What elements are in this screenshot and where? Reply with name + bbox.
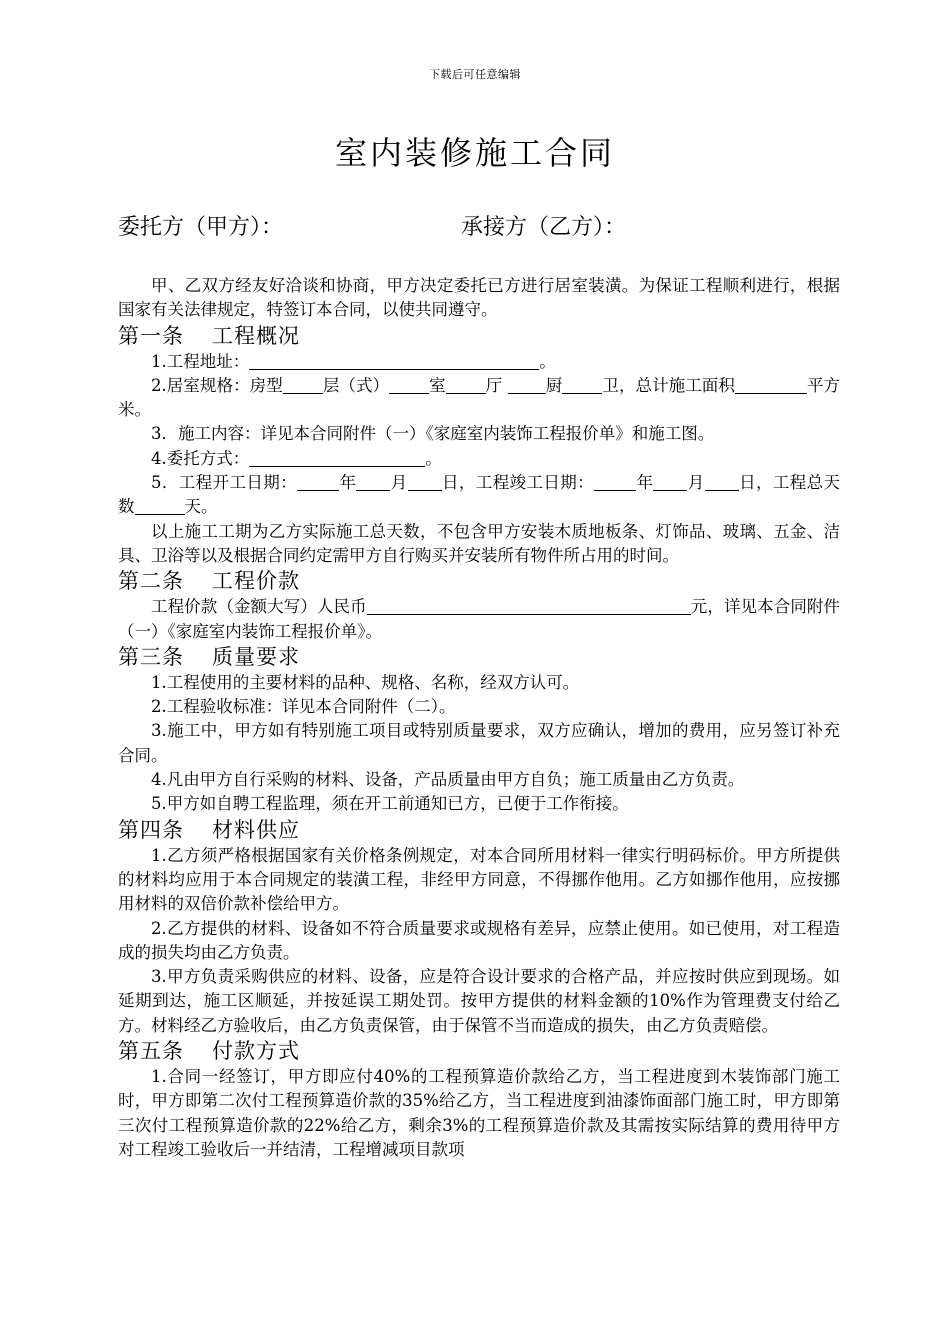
article-5-heading: [118, 1038, 840, 1065]
article-3-heading: [118, 644, 840, 671]
article-4-number: 第四条: [118, 817, 184, 842]
end-month-blank[interactable]: [653, 474, 687, 492]
area-unit: 平方米。: [118, 375, 841, 420]
commission-method-label: 4.委托方式：: [151, 448, 250, 468]
party-b-label: 承接方（乙方）：: [461, 215, 627, 240]
article-5-number: 第五条: [118, 1039, 184, 1064]
article-3-item-1: 1.工程使用的主要材料的品种、规格、名称，经双方认可。: [151, 672, 580, 692]
contract-title: 室内装修施工合同: [334, 134, 615, 172]
days-unit: 天。: [184, 497, 218, 517]
room-blank[interactable]: [389, 376, 429, 394]
total-days-label: 日，工程总天数: [118, 473, 841, 517]
month-label: 月: [390, 473, 408, 493]
address-blank[interactable]: [249, 352, 539, 370]
article-1-note: 以上施工工期为乙方实际施工总天数，不包含甲方安装木质地板条、灯饰品、玻璃、五金、洁具、卫浴等以及根据合同约定需甲方自行购买并安装所有物件所占用的时间。: [118, 521, 840, 565]
parties-line: [118, 210, 838, 244]
article-2-title: 工程价款: [212, 569, 300, 594]
article-2-number: 第二条: [118, 569, 184, 594]
hall-blank[interactable]: [446, 376, 486, 394]
article-3-item-4: 4.凡由甲方自行采购的材料、设备，产品质量由甲方自负；施工质量由乙方负责。: [151, 770, 745, 790]
price-label: 工程价款（金额大写）人民币: [151, 597, 367, 617]
room-type-label: 2.居室规格：房型: [151, 375, 283, 395]
article-2-text: [118, 595, 840, 644]
start-month-blank[interactable]: [356, 474, 390, 492]
contract-body: [118, 274, 840, 1162]
header-note: 下载后可任意编辑: [429, 68, 521, 81]
address-label: 1.工程地址: [151, 351, 233, 371]
room-label: 室: [429, 375, 446, 395]
article-1-item-4: 4.委托方式： 。: [151, 448, 442, 468]
kitchen-label: 厨: [545, 375, 563, 395]
article-3-title: 质量要求: [212, 644, 300, 669]
price-suffix: 元，详见本合同附件（一）《家庭室内装饰工程报价单》。: [118, 597, 841, 641]
article-5-item-1: 1.合同一经签订，甲方即应付40%的工程预算造价款给乙方，当工程进度到木装饰部门施工时，甲方即第二次付工程预算造价款的35%给乙方，当工程进度到油漆饰面部门施工时，甲方即第三次付工程预算造价款的22%给乙方，剩余3%的工程预算造价款及其需按实际结算的费用待甲方对工程竣工验收后一并结清，工程增减项目款项: [118, 1067, 840, 1159]
party-a-label: 委托方（甲方）：: [118, 215, 284, 240]
article-1-item-2: [118, 374, 840, 423]
end-year-blank[interactable]: [594, 474, 636, 492]
month-label: 月: [687, 473, 705, 493]
article-1-heading: [118, 323, 840, 350]
article-1-item-3: 3．施工内容：详见本合同附件（一）《家庭室内装饰工程报价单》和施工图。: [151, 424, 715, 444]
article-3-item-2: 2.工程验收标准：详见本合同附件（二）。: [151, 697, 456, 717]
article-3-number: 第三条: [118, 644, 184, 669]
article-1-number: 第一条: [118, 323, 184, 348]
article-4-heading: [118, 817, 840, 844]
year-label: 年: [636, 473, 654, 493]
article-3-item-3: 3.施工中，甲方如有特别施工项目或特别质量要求，双方应确认，增加的费用，应另签订补充合同。: [118, 721, 840, 765]
end-date-label: 日，工程竣工日期：: [441, 473, 595, 493]
start-day-blank[interactable]: [408, 474, 442, 492]
floor-blank[interactable]: [283, 376, 323, 394]
article-4-title: 材料供应: [212, 817, 300, 842]
article-5-title: 付款方式: [212, 1039, 300, 1064]
bath-label: 卫，总计施工面积: [602, 375, 735, 395]
hall-label: 厅: [485, 375, 503, 395]
bath-blank[interactable]: [562, 376, 602, 394]
start-year-blank[interactable]: [297, 474, 339, 492]
kitchen-blank[interactable]: [508, 376, 546, 394]
floor-label: 层（式）: [322, 375, 390, 395]
article-2-heading: [118, 568, 840, 595]
article-1-item-5: [118, 471, 840, 520]
article-1-item-1: 1.工程地址： 。: [151, 351, 556, 371]
article-4-item-2: 2.乙方提供的材料、设备如不符合质量要求或规格有差异，应禁止使用。如已使用，对工程造成的损失均由乙方负责。: [118, 918, 840, 962]
intro-paragraph: 甲、乙双方经友好洽谈和协商，甲方决定委托已方进行居室装潢。为保证工程顺利进行，根据国家有关法律规定，特签订本合同，以使共同遵守。: [118, 276, 840, 320]
price-blank[interactable]: [367, 598, 691, 616]
total-days-blank[interactable]: [135, 498, 185, 516]
year-label: 年: [339, 473, 357, 493]
start-date-label: 5．工程开工日期：: [151, 473, 298, 493]
article-1-title: 工程概况: [212, 323, 300, 348]
article-4-item-3: 3.甲方负责采购供应的材料、设备，应是符合设计要求的合格产品，并应按时供应到现场。如延期到达，施工区顺延，并按延误工期处罚。按甲方提供的材料金额的10%作为管理费支付给乙方。材料经乙方验收后，由乙方负责保管，由于保管不当而造成的损失，由乙方负责赔偿。: [118, 967, 840, 1035]
area-blank[interactable]: [735, 376, 807, 394]
article-4-item-1: 1.乙方须严格根据国家有关价格条例规定，对本合同所用材料一律实行明码标价。甲方所提供的材料均应用于本合同规定的装潢工程，非经甲方同意，不得挪作他用。乙方如挪作他用，应按挪用材料的双倍价款补偿给甲方。: [118, 845, 840, 914]
commission-method-blank[interactable]: [249, 449, 425, 467]
article-3-item-5: 5.甲方如自聘工程监理，须在开工前通知已方，已便于工作衔接。: [151, 794, 629, 814]
end-day-blank[interactable]: [705, 474, 739, 492]
